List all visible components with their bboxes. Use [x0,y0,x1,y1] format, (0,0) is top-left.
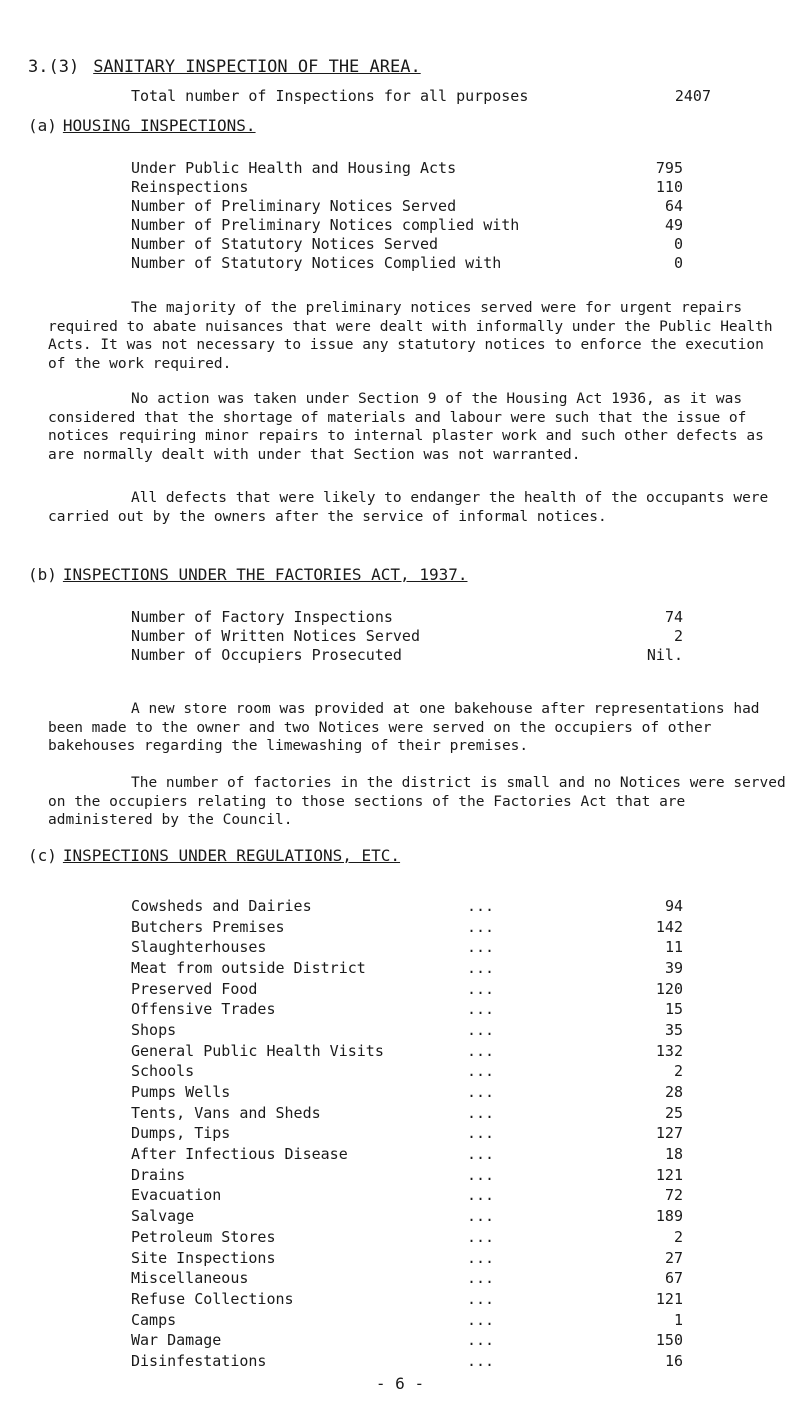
housing-row: Under Public Health and Housing Acts 795 [131,159,683,177]
table-row: Preserved Food ... 120 [131,979,683,998]
factories-row: Number of Occupiers Prosecuted Nil. [131,646,683,664]
housing-row: Number of Statutory Notices Served 0 [131,235,683,253]
table-row: General Public Health Visits ... 132 [131,1041,683,1060]
page-number: - 6 - [375,1374,425,1393]
regulations-heading [28,846,400,865]
table-row: Cowsheds and Dairies ... 94 [131,896,683,915]
table-row: Dumps, Tips ... 127 [131,1124,683,1143]
section-heading [28,58,421,77]
regulations-marker: (c) [28,846,57,865]
table-row: Evacuation ... 72 [131,1186,683,1205]
table-row: Miscellaneous ... 67 [131,1269,683,1288]
factories-title: INSPECTIONS UNDER THE FACTORIES ACT, 1937. [62,565,468,584]
total-inspections-line [131,87,711,106]
table-row: Refuse Collections ... 121 [131,1289,683,1308]
factories-stats [131,608,683,665]
regulations-title: INSPECTIONS UNDER REGULATIONS, ETC. [62,846,401,865]
housing-paragraph: No action was taken under Section 9 of the Housing Act 1936, as it was considered that the shortage of materials and labour were such that the issue of notices requiring minor repairs to internal plaster work and such other defects as are normally dealt with under that Section was not warranted. [48,391,764,463]
table-row: Site Inspections ... 27 [131,1248,683,1267]
table-row: Offensive Trades ... 15 [131,1000,683,1019]
table-row: Shops ... 35 [131,1020,683,1039]
factories-marker: (b) [28,565,57,584]
table-row: Pumps Wells ... 28 [131,1083,683,1102]
housing-row: Reinspections 110 [131,178,683,196]
section-title: SANITARY INSPECTION OF THE AREA. [93,57,421,77]
table-row: Drains ... 121 [131,1165,683,1184]
housing-row: Number of Preliminary Notices Served 64 [131,197,683,215]
factories-row: Number of Written Notices Served 2 [131,627,683,645]
table-row: Tents, Vans and Sheds ... 25 [131,1103,683,1122]
regulations-table [131,896,683,1372]
table-row: War Damage ... 150 [131,1331,683,1350]
table-row: Slaughterhouses ... 11 [131,938,683,957]
total-value: 2407 [674,87,711,105]
housing-stats [131,159,683,273]
housing-row: Number of Preliminary Notices complied with 49 [131,216,683,234]
table-row: Camps ... 1 [131,1310,683,1329]
factories-row: Number of Factory Inspections 74 [131,608,683,626]
housing-marker: (a) [28,116,57,135]
factories-heading [28,565,467,584]
housing-paragraph: The majority of the preliminary notices served were for urgent repairs required to abate nuisances that were dealt with informally under the Public Health Acts. It was not necessary to issue any statutory notices to enforce the execution of the work required. [48,300,773,372]
table-row: Butchers Premises ... 142 [131,917,683,936]
housing-row: Number of Statutory Notices Complied with 0 [131,254,683,272]
table-row: Petroleum Stores ... 2 [131,1227,683,1246]
section-number: 3.(3) [28,57,80,77]
table-row: After Infectious Disease ... 18 [131,1145,683,1164]
table-row: Schools ... 2 [131,1062,683,1081]
total-label: Total number of Inspections for all purposes [131,87,529,105]
housing-paragraph: All defects that were likely to endanger the health of the occupants were carried out by the owners after the service of informal notices. [48,490,769,525]
table-row: Salvage ... 189 [131,1207,683,1226]
table-row: Meat from outside District ... 39 [131,958,683,977]
housing-heading [28,116,256,135]
factories-paragraph: A new store room was provided at one bakehouse after representations had been made to the owner and two Notices were served on the occupiers of other bakehouses regarding the limewashing of their premises. [48,701,760,754]
table-row: Disinfestations ... 16 [131,1351,683,1370]
factories-paragraph: The number of factories in the district is small and no Notices were served on the occupiers relating to those sections of the Factories Act that are administered by the Council. [48,775,786,828]
housing-title: HOUSING INSPECTIONS. [62,116,256,135]
